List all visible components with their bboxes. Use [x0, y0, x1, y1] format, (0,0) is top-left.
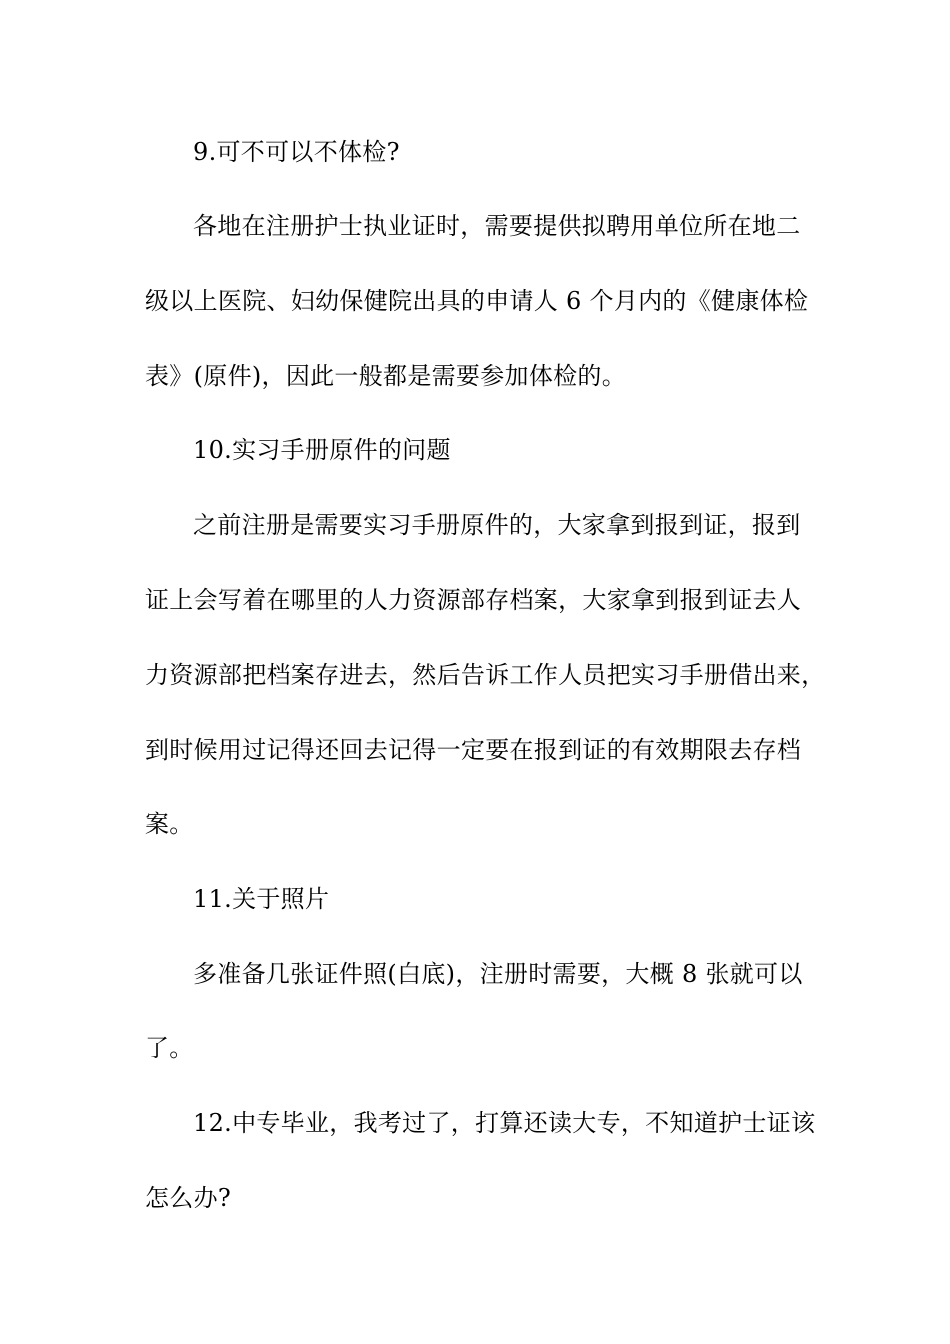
paragraph-line: 到时候用过记得还回去记得一定要在报到证的有效期限去存档 — [145, 736, 802, 764]
paragraph-line: 各地在注册护士执业证时，需要提供拟聘用单位所在地二 — [193, 212, 801, 240]
paragraph-line: 证上会写着在哪里的人力资源部存档案，大家拿到报到证去人 — [145, 586, 802, 614]
heading-q11: 11.关于照片 — [193, 885, 330, 913]
paragraph-line: 案。 — [145, 810, 194, 838]
paragraph-line: 表》(原件)，因此一般都是需要参加体检的。 — [145, 362, 627, 390]
paragraph-line: 力资源部把档案存进去，然后告诉工作人员把实习手册借出来， — [145, 661, 826, 689]
heading-q9: 9.可不可以不体检? — [193, 138, 400, 166]
paragraph-line: 多准备几张证件照(白底)，注册时需要，大概 8 张就可以 — [193, 960, 803, 988]
paragraph-line: 级以上医院、妇幼保健院出具的申请人 6 个月内的《健康体检 — [145, 287, 809, 315]
heading-q10: 10.实习手册原件的问题 — [193, 436, 451, 464]
paragraph-line: 之前注册是需要实习手册原件的，大家拿到报到证，报到 — [193, 511, 801, 539]
heading-q12-continued: 怎么办? — [145, 1184, 232, 1212]
heading-q12: 12.中专毕业，我考过了，打算还读大专，不知道护士证该 — [193, 1109, 816, 1137]
paragraph-line: 了。 — [145, 1034, 194, 1062]
